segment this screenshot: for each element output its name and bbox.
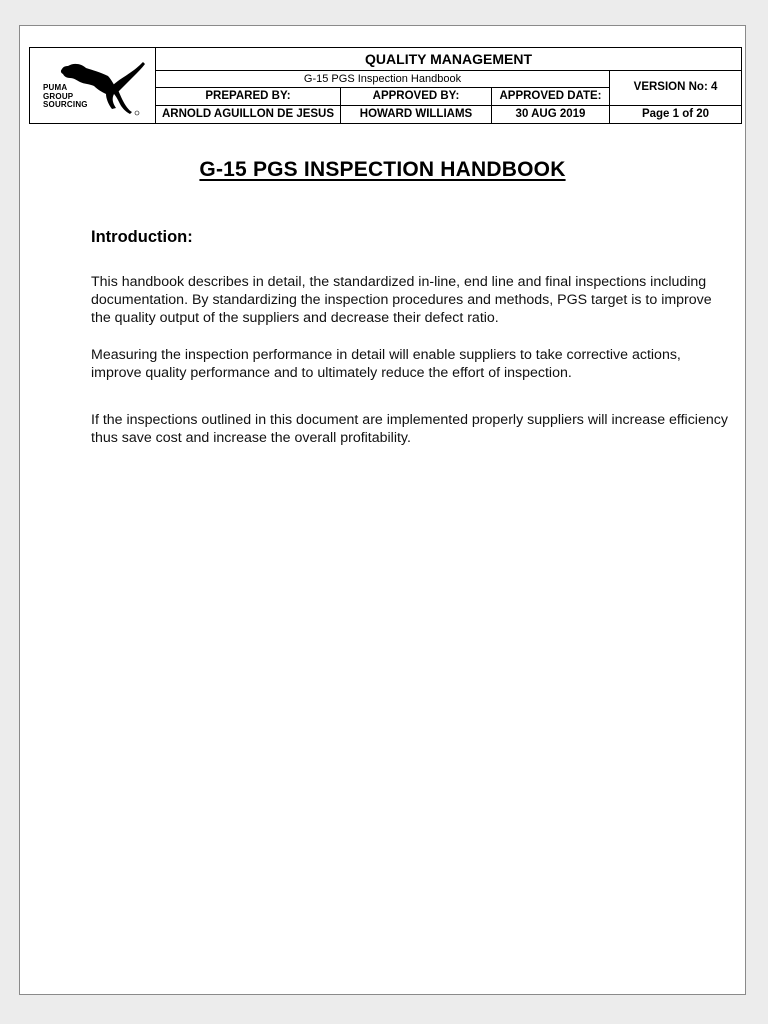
logo-cell — [30, 48, 156, 124]
document-page — [19, 25, 746, 995]
logo-wordmark: PUMA GROUP SOURCING — [43, 83, 88, 109]
paragraph-3: If the inspections outlined in this document are implemented properly suppliers will increase efficiency thus save cost and increase the overall profitability. — [91, 412, 728, 446]
version-number: VERSION No: 4 — [610, 71, 742, 106]
approved-by-value: HOWARD WILLIAMS — [341, 106, 492, 124]
page-number: Page 1 of 20 — [610, 106, 742, 124]
header-table — [29, 47, 742, 124]
paragraph-2: Measuring the inspection performance in detail will enable suppliers to take corrective actions, improve quality performance and to ultimately reduce the effort of inspection. — [91, 347, 681, 381]
prepared-by-value: ARNOLD AGUILLON DE JESUS — [156, 106, 341, 124]
document-name: G-15 PGS Inspection Handbook — [156, 71, 610, 88]
approved-by-label: APPROVED BY: — [341, 88, 492, 106]
approved-date-label: APPROVED DATE: — [492, 88, 610, 106]
approved-date-value: 30 AUG 2019 — [492, 106, 610, 124]
section-heading: Introduction: — [91, 228, 193, 246]
department-title: QUALITY MANAGEMENT — [156, 48, 742, 71]
prepared-by-label: PREPARED BY: — [156, 88, 341, 106]
document-header — [29, 47, 741, 124]
paragraph-1: This handbook describes in detail, the standardized in-line, end line and final inspections including documentation. By standardizing the inspection procedures and methods, PGS target is to improve the quality output of the suppliers and decrease their defect ratio. — [91, 274, 712, 326]
document-title: G-15 PGS INSPECTION HANDBOOK — [199, 158, 566, 181]
